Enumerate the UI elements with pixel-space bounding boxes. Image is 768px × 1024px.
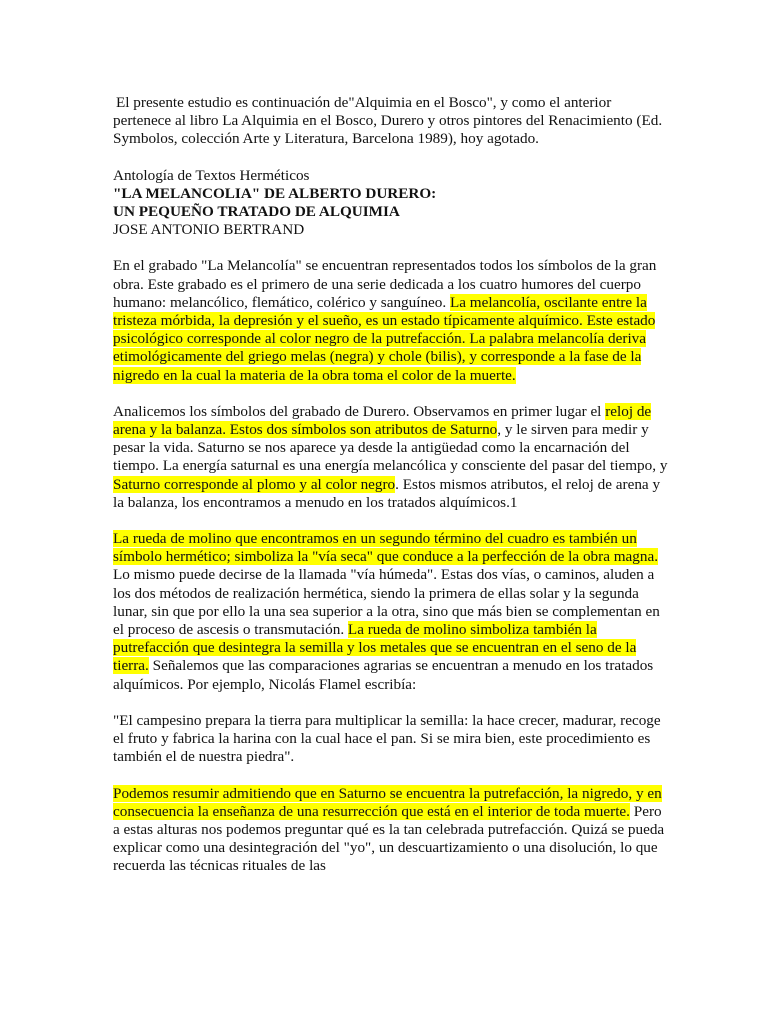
paragraph-melancolia — [113, 257, 668, 384]
text-span: Lo mismo puede decirse de la llamada "vía húmeda". Estas dos vías, o caminos, aluden a los dos métodos de realización hermética, siendo la primera de ellas solar y la segunda lunar, sin que por ello la una sea superior a la otra, sino que más bien se complementan en el proceso de ascesis o transmutación. — [113, 566, 660, 639]
text-span: Señalemos que las comparaciones agrarias se encuentran a menudo en los tratados alquímicos. Por ejemplo, Nicolás Flamel escribía: — [113, 657, 654, 693]
text-span: En el grabado "La Melancolía" se encuentran representados todos los símbolos de la gran obra. Este grabado es el primero de una serie dedicada a los cuatro humores del cuerpo humano: melancólico, flemático, colérico y sanguíneo. — [113, 257, 657, 311]
text-span: Analicemos los símbolos del grabado de Durero. Observamos en primer lugar el — [113, 402, 606, 420]
highlighted-text: La rueda de molino que encontramos en un segundo término del cuadro es también un símbolo hermético; simboliza la "vía seca" que conduce a la perfección de la obra magna. — [113, 530, 659, 566]
highlighted-text: Saturno corresponde al plomo y al color negro — [113, 475, 396, 493]
paragraph-saturno — [113, 403, 668, 512]
highlighted-text: Podemos resumir admitiendo que en Saturno se encuentra la putrefacción, la nigredo, y en consecuencia la enseñanza de una resurrección que está en el interior de toda muerte. — [113, 784, 662, 820]
text-span: Pero a estas alturas nos podemos preguntar qué es la tan celebrada putrefacción. Quizá se pueda explicar como una desintegración del "yo", un descuartizamiento o una disolución, lo que recuerda las técnicas rituales de las — [113, 802, 665, 875]
highlighted-text: La melancolía, oscilante entre la tristeza mórbida, la depresión y el sueño, es un estado típicamente alquímico. Este estado psicológico corresponde al color negro de la putrefacción. La palabra melancolía deriva etimológicamente del griego melas (negra) y chole (bilis), y corresponde a la fase de la nigredo en la cual la materia de la obra toma el color de la muerte. — [113, 293, 656, 384]
text-span: . Estos mismos atributos, el reloj de arena y la balanza, los encontramos a menudo en los tratados alquímicos.1 — [113, 475, 661, 511]
paragraph-gap — [113, 767, 668, 785]
paragraph-putrefaccion — [113, 785, 668, 876]
paragraph-gap — [113, 694, 668, 712]
text-span: , y le sirven para medir y pesar la vida. Saturno se nos aparece ya desde la antigüedad como la encarnación del tiempo. La energía saturnal es una energía melancólica y consciente del pasar del tiempo, y — [113, 421, 668, 475]
highlighted-text: La rueda de molino simboliza también la putrefacción que desintegra la semilla y los metales que se encuentran en el seno de la tierra. — [113, 621, 637, 675]
intro-paragraph: El presente estudio es continuación de"Alquimia en el Bosco", y como el anterior pertenece al libro La Alquimia en el Bosco, Durero y otros pintores del Renacimiento (Ed. Symbolos, colección Arte y Literatura, Barcelona 1989), hoy agotado. — [113, 94, 663, 148]
author-name: JOSE ANTONIO BERTRAND — [113, 221, 305, 239]
paragraph-gap — [113, 385, 668, 403]
anthology-label: Antología de Textos Herméticos — [113, 166, 310, 184]
title-line-2: UN PEQUEÑO TRATADO DE ALQUIMIA — [113, 203, 400, 221]
paragraph-gap — [113, 149, 668, 167]
highlighted-text: reloj de arena y la balanza. Estos dos símbolos son atributos de Saturno — [113, 402, 652, 439]
paragraph-gap — [113, 239, 668, 257]
paragraph-rueda-molino — [113, 530, 668, 694]
paragraph-gap — [113, 512, 668, 530]
title-line-1: "LA MELANCOLIA" DE ALBERTO DURERO: — [113, 184, 437, 202]
quote-flamel: "El campesino prepara la tierra para multiplicar la semilla: la hace crecer, madurar, recoge el fruto y fabrica la harina con la cual hace el pan. Si se mira bien, este procedimiento es también el de nuestra piedra". — [113, 711, 661, 766]
